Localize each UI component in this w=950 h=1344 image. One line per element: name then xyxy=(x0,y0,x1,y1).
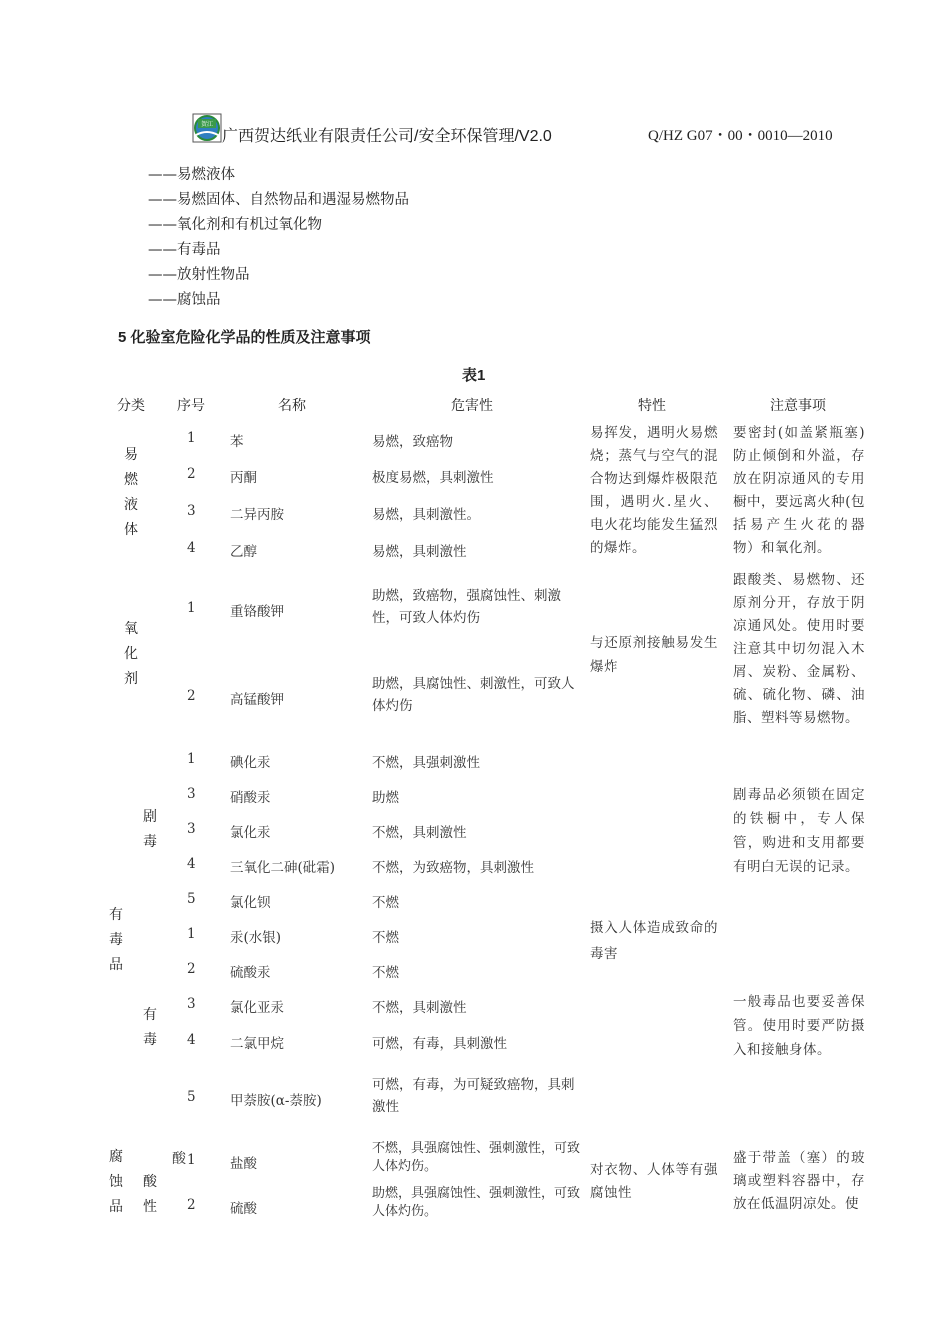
row-number: 1 xyxy=(187,1152,196,1168)
row-name: 汞(水银) xyxy=(230,930,282,946)
row-hazard: 不燃，具刺激性 xyxy=(372,1000,467,1016)
row-name: 甲萘胺(α-萘胺) xyxy=(230,1093,322,1109)
logo-text: 贺江 xyxy=(200,121,214,128)
row-number: 2 xyxy=(187,466,196,482)
row-name: 苯 xyxy=(230,434,244,450)
subcategory-highly-toxic: 剧毒 xyxy=(143,809,157,850)
row-hazard: 不燃 xyxy=(372,895,399,911)
note-oxidizer: 跟酸类、易燃物、还原剂分开，存放于阴凉通风处。使用时要注意其中切勿混入木屑、炭粉、金属粉、硫、硫化物、磷、油脂、塑料等易燃物。 xyxy=(733,572,865,726)
row-name: 乙醇 xyxy=(230,544,257,560)
list-item: ——易燃液体 xyxy=(148,167,235,183)
row-number: 3 xyxy=(187,786,196,802)
row-number: 1 xyxy=(187,430,196,446)
note-highly-toxic: 剧毒品必须锁在固定的铁橱中，专人保管，购进和支用都要有明白无误的记录。 xyxy=(733,787,865,875)
note-corrosive: 盛于带盖（塞）的玻璃或塑料容器中，存放在低温阴凉处。使 xyxy=(733,1150,865,1212)
list-item: ——易燃固体、自然物品和遇湿易燃物品 xyxy=(148,192,409,208)
subcategory-toxic: 有毒 xyxy=(143,1007,157,1048)
row-number: 5 xyxy=(187,891,196,907)
property-flammable: 易挥发，遇明火易燃烧；蒸气与空气的混合物达到爆炸极限范围，遇明火.星火、电火花均能发生猛烈的爆炸。 xyxy=(590,425,718,556)
col-header-number: 序号 xyxy=(177,398,205,414)
row-number: 1 xyxy=(187,751,196,767)
row-name: 氯化亚汞 xyxy=(230,1000,284,1016)
row-number: 4 xyxy=(187,540,196,556)
row-hazard: 不燃，具强腐蚀性、强刺激性，可致人体灼伤。 xyxy=(372,1141,581,1174)
property-corrosive: 对衣物、人体等有强腐蚀性 xyxy=(590,1162,718,1201)
list-item: ——腐蚀品 xyxy=(148,292,221,308)
row-number: 2 xyxy=(187,961,196,977)
row-name: 氯化钡 xyxy=(230,895,271,911)
subcategory-acidic: 酸性 xyxy=(143,1174,157,1215)
row-hazard: 不燃，具刺激性 xyxy=(372,825,467,841)
row-hazard: 助燃，致癌物，强腐蚀性、刺激性，可致人体灼伤 xyxy=(372,588,561,626)
row-hazard: 可燃，有毒，为可疑致癌物，具刺激性 xyxy=(372,1077,575,1115)
row-number: 1 xyxy=(187,600,196,616)
row-name: 氯化汞 xyxy=(230,825,271,841)
col-header-category: 分类 xyxy=(117,398,145,414)
subcategory-acid-fragment: 酸 xyxy=(172,1151,186,1167)
row-name: 丙酮 xyxy=(230,470,257,486)
row-name: 硫酸 xyxy=(230,1201,257,1217)
row-name: 碘化汞 xyxy=(230,755,271,771)
row-number: 1 xyxy=(187,926,196,942)
property-oxidizer: 与还原剂接触易发生爆炸 xyxy=(590,635,718,675)
row-number: 3 xyxy=(187,996,196,1012)
row-hazard: 极度易燃，具刺激性 xyxy=(372,470,494,486)
section-heading: 5 化验室危险化学品的性质及注意事项 xyxy=(118,329,371,346)
row-hazard: 易燃，具刺激性。 xyxy=(372,507,480,523)
col-header-hazard: 危害性 xyxy=(451,398,493,414)
row-hazard: 不燃 xyxy=(372,930,399,946)
row-number: 5 xyxy=(187,1089,196,1105)
row-name: 三氧化二砷(砒霜) xyxy=(230,860,336,876)
row-name: 重铬酸钾 xyxy=(230,604,284,620)
row-hazard: 易燃，具刺激性 xyxy=(372,544,467,560)
row-number: 3 xyxy=(187,821,196,837)
company-logo xyxy=(192,113,222,143)
col-header-name: 名称 xyxy=(278,398,306,414)
category-flammable: 易燃液体 xyxy=(124,447,138,538)
document-title: 广西贺达纸业有限责任公司/安全环保管理/V2.0 xyxy=(222,128,552,145)
row-name: 盐酸 xyxy=(230,1156,257,1172)
list-item: ——放射性物品 xyxy=(148,267,250,283)
row-number: 4 xyxy=(187,856,196,872)
col-header-notes: 注意事项 xyxy=(770,398,826,414)
row-name: 硝酸汞 xyxy=(230,790,271,806)
row-number: 2 xyxy=(187,1197,196,1213)
row-name: 硫酸汞 xyxy=(230,965,271,981)
category-toxic: 有毒品 xyxy=(109,907,123,973)
note-flammable: 要密封(如盖紧瓶塞)防止倾倒和外溢，存放在阴凉通风的专用橱中，要远离火种(包括易产生火花的器物）和氧化剂。 xyxy=(733,425,865,556)
row-hazard: 不燃 xyxy=(372,965,399,981)
list-item: ——氧化剂和有机过氧化物 xyxy=(148,217,322,233)
category-corrosive: 腐蚀品 xyxy=(109,1149,123,1215)
document-code: Q/HZ G07・00・0010—2010 xyxy=(648,128,833,144)
note-toxic: 一般毒品也要妥善保管。使用时要严防摄入和接触身体。 xyxy=(733,994,865,1058)
row-hazard: 可燃，有毒，具刺激性 xyxy=(372,1036,507,1052)
list-item: ——有毒品 xyxy=(148,242,221,258)
row-name: 二氯甲烷 xyxy=(230,1036,284,1052)
row-number: 2 xyxy=(187,688,196,704)
row-hazard: 助燃 xyxy=(372,790,399,806)
row-name: 高锰酸钾 xyxy=(230,692,284,708)
category-oxidizer: 氧化剂 xyxy=(124,621,138,687)
col-header-property: 特性 xyxy=(638,398,666,414)
row-hazard: 助燃，具强腐蚀性、强刺激性，可致人体灼伤。 xyxy=(372,1186,581,1219)
row-number: 3 xyxy=(187,503,196,519)
row-hazard: 易燃，致癌物 xyxy=(372,434,453,450)
row-number: 4 xyxy=(187,1032,196,1048)
property-toxic: 摄入人体造成致命的毒害 xyxy=(590,920,718,962)
row-hazard: 不燃，为致癌物，具刺激性 xyxy=(372,860,534,876)
table-title: 表1 xyxy=(462,367,486,384)
row-hazard: 不燃，具强刺激性 xyxy=(372,755,480,771)
row-hazard: 助燃，具腐蚀性、刺激性，可致人体灼伤 xyxy=(372,676,575,714)
row-name: 二异丙胺 xyxy=(230,507,284,523)
